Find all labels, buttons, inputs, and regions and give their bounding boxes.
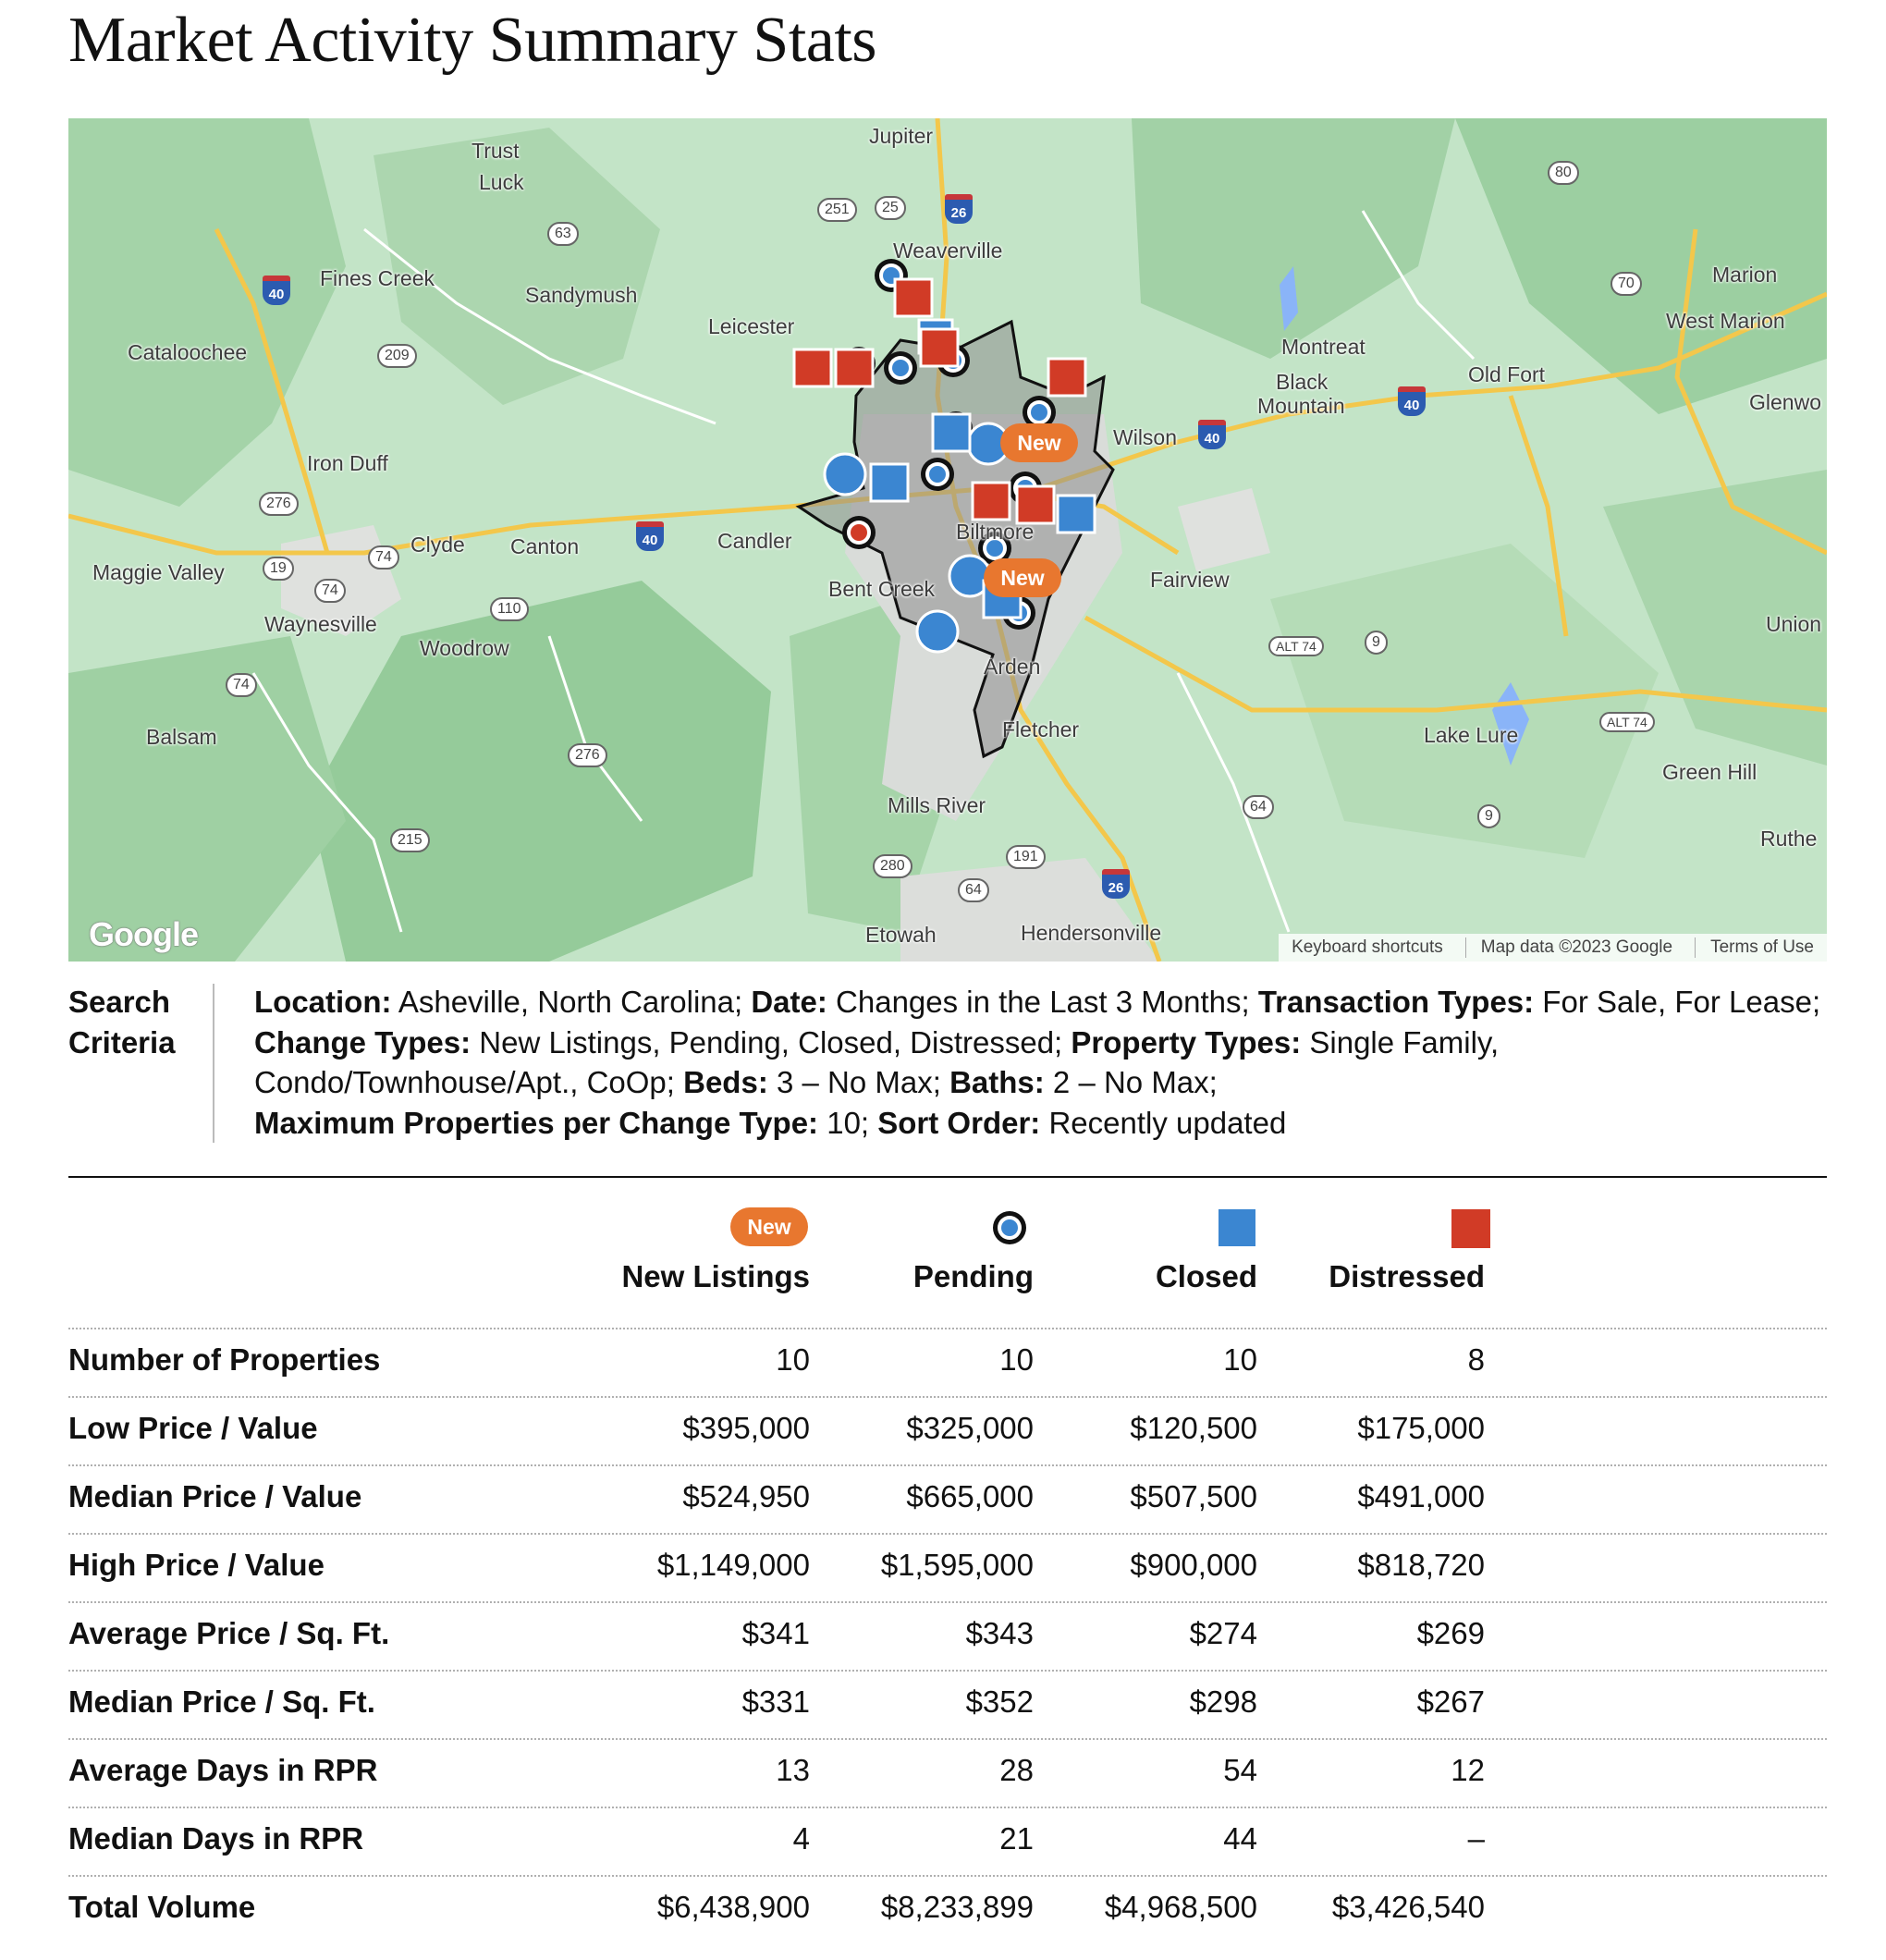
route-shield: 209 [377, 344, 417, 368]
route-shield: 64 [1243, 795, 1274, 819]
route-shield: 80 [1548, 161, 1579, 185]
map-label: Fairview [1150, 568, 1230, 592]
route-shield: 19 [263, 557, 294, 581]
map-label: Sandymush [525, 283, 638, 307]
row-label: Low Price / Value [68, 1411, 318, 1445]
table-cell: $818,720 [1357, 1548, 1485, 1582]
alt-route-shield: ALT 74 [1268, 636, 1324, 656]
map-attribution [1279, 934, 1827, 962]
row-label: Median Price / Sq. Ft. [68, 1684, 375, 1719]
criteria-value: New Listings, Pending, Closed, Distressed; [471, 1024, 1072, 1060]
row-divider [68, 1464, 1827, 1466]
criteria-value: 3 – No Max; [767, 1065, 950, 1099]
new-listing-marker[interactable]: New [1000, 423, 1078, 462]
route-shield: 63 [547, 222, 579, 246]
route-shield: 251 [817, 198, 857, 222]
criteria-value: 2 – No Max; [1044, 1065, 1218, 1099]
map-label: Woodrow [420, 636, 509, 660]
map-label: West Marion [1666, 309, 1785, 333]
table-cell: $352 [965, 1684, 1034, 1719]
terms-of-use-link[interactable]: Terms of Use [1695, 937, 1814, 958]
table-cell: $524,950 [682, 1479, 810, 1513]
map-label: Old Fort [1468, 362, 1546, 386]
map-label: Black [1276, 370, 1329, 394]
criteria-key: Beds: [683, 1065, 768, 1099]
route-shield: 9 [1477, 804, 1500, 828]
row-label: Median Days in RPR [68, 1821, 364, 1856]
column-header-pending: Pending [912, 1259, 1034, 1293]
table-cell: 21 [999, 1821, 1034, 1856]
interstate-shield: 40 [1198, 420, 1226, 449]
table-cell: 54 [1223, 1753, 1257, 1787]
criteria-key: Property Types: [1071, 1024, 1302, 1060]
table-cell: 8 [1467, 1342, 1485, 1377]
table-cell: $4,968,500 [1104, 1890, 1257, 1924]
row-divider [68, 1328, 1827, 1329]
route-shield: 280 [873, 854, 912, 878]
criteria-key: Baths: [949, 1065, 1045, 1099]
criteria-key: Transaction Types: [1257, 985, 1535, 1019]
interstate-shield: 26 [1102, 869, 1130, 899]
column-header-distressed: Distressed [1329, 1259, 1485, 1293]
pending-legend-icon [993, 1211, 1026, 1244]
closed-legend-icon [1219, 1209, 1255, 1246]
table-cell: 28 [999, 1753, 1034, 1787]
table-cell: 12 [1451, 1753, 1485, 1787]
google-logo: Google [89, 915, 198, 953]
table-cell: $507,500 [1130, 1479, 1257, 1513]
map-label: Canton [510, 534, 580, 558]
route-shield: 70 [1610, 272, 1642, 296]
route-shield: 74 [314, 579, 346, 603]
criteria-value: Asheville, North Carolina; [391, 985, 752, 1019]
table-cell: $274 [1189, 1616, 1257, 1650]
table-cell: $900,000 [1130, 1548, 1257, 1582]
table-cell: $331 [741, 1684, 810, 1719]
table-cell: 44 [1223, 1821, 1257, 1856]
map-label: Mountain [1257, 394, 1345, 418]
route-shield: 110 [490, 597, 529, 621]
table-cell: $269 [1416, 1616, 1485, 1650]
map-label: Maggie Valley [92, 560, 225, 584]
route-shield: 9 [1365, 631, 1388, 655]
map-label: Fines Creek [320, 266, 435, 290]
map-label: Hendersonville [1021, 921, 1162, 945]
column-header-new-listings: New Listings [621, 1259, 810, 1293]
map-label: Cataloochee [128, 340, 248, 364]
route-shield: 215 [390, 828, 430, 852]
map-label: Green Hill [1662, 760, 1757, 784]
map-label: Etowah [865, 923, 937, 947]
row-label: Average Days in RPR [68, 1753, 378, 1787]
route-shield: 191 [1006, 845, 1046, 869]
map-label: Wilson [1113, 425, 1178, 449]
criteria-key: Date: [751, 985, 827, 1019]
map-label: Iron Duff [307, 451, 388, 475]
row-label: Median Price / Value [68, 1479, 362, 1513]
row-divider [68, 1875, 1827, 1877]
alt-route-shield: ALT 74 [1599, 712, 1655, 732]
map-label: Lake Lure [1424, 723, 1519, 747]
row-divider [68, 1601, 1827, 1603]
map-label: Candler [717, 529, 792, 553]
map-label: Mills River [888, 793, 986, 817]
table-cell: $298 [1189, 1684, 1257, 1719]
table-cell: 10 [999, 1342, 1034, 1377]
table-cell: $120,500 [1130, 1411, 1257, 1445]
route-shield: 25 [875, 196, 906, 220]
table-cell: $8,233,899 [880, 1890, 1034, 1924]
map-label: Fletcher [1002, 717, 1080, 741]
table-cell: $6,438,900 [656, 1890, 810, 1924]
criteria-heading-line: Search [68, 985, 171, 1019]
row-divider [68, 1738, 1827, 1740]
table-cell: – [1467, 1821, 1485, 1856]
map-label: Biltmore [956, 520, 1035, 544]
map-label: Marion [1712, 263, 1778, 287]
criteria-heading-line: Criteria [68, 1025, 176, 1060]
route-shield: 276 [259, 492, 299, 516]
map-label: Trust [472, 139, 520, 163]
criteria-value: 10; [818, 1105, 878, 1140]
table-cell: $1,149,000 [656, 1548, 810, 1582]
keyboard-shortcuts-link[interactable]: Keyboard shortcuts [1292, 937, 1443, 957]
map-label: Luck [479, 170, 524, 194]
map-label: Arden [984, 655, 1041, 679]
interstate-shield: 40 [1398, 386, 1426, 416]
map-label: Leicester [708, 314, 795, 338]
map-label: Bent Creek [828, 577, 936, 601]
route-shield: 276 [568, 743, 607, 767]
map-view[interactable] [68, 118, 1827, 962]
map-label: Jupiter [869, 124, 934, 148]
section-divider [68, 1176, 1827, 1178]
criteria-value: Single Family, Condo/Townhouse/Apt., CoOp; [254, 1024, 1500, 1099]
row-divider [68, 1807, 1827, 1808]
table-cell: 4 [792, 1821, 810, 1856]
table-cell: $267 [1416, 1684, 1485, 1719]
table-cell: $325,000 [906, 1411, 1034, 1445]
map-label: Ruthe [1760, 827, 1818, 851]
criteria-value: For Sale, For Lease; [1534, 985, 1821, 1019]
table-cell: $343 [965, 1616, 1034, 1650]
route-shield: 74 [226, 673, 257, 697]
criteria-value: Recently updated [1040, 1105, 1287, 1140]
table-cell: 10 [1223, 1342, 1257, 1377]
table-cell: $175,000 [1357, 1411, 1485, 1445]
search-criteria-text [254, 982, 1826, 1143]
search-criteria-heading [68, 982, 207, 1063]
new-listing-legend-icon: New [730, 1207, 808, 1246]
table-cell: $395,000 [682, 1411, 810, 1445]
route-shield: 74 [368, 545, 399, 570]
row-label: High Price / Value [68, 1548, 325, 1582]
table-cell: $341 [741, 1616, 810, 1650]
row-label: Total Volume [68, 1890, 256, 1924]
distressed-legend-icon [1451, 1209, 1490, 1248]
interstate-shield: 40 [636, 521, 664, 551]
row-divider [68, 1670, 1827, 1672]
row-divider [68, 1396, 1827, 1398]
map-label: Clyde [410, 533, 465, 557]
page-title: Market Activity Summary Stats [68, 5, 877, 76]
map-label: Weaverville [893, 239, 1003, 263]
row-label: Average Price / Sq. Ft. [68, 1616, 390, 1650]
interstate-shield: 26 [945, 194, 973, 224]
map-label: Union [1766, 612, 1822, 636]
map-label: Balsam [146, 725, 217, 749]
map-data-credit: Map data ©2023 Google [1465, 937, 1672, 958]
table-cell: $3,426,540 [1331, 1890, 1485, 1924]
table-cell: 13 [776, 1753, 810, 1787]
table-cell: 10 [776, 1342, 810, 1377]
map-label: Waynesville [264, 612, 377, 636]
interstate-shield: 40 [263, 276, 290, 305]
criteria-key: Maximum Properties per Change Type: [254, 1105, 819, 1140]
table-cell: $665,000 [906, 1479, 1034, 1513]
criteria-key: Location: [254, 985, 392, 1019]
criteria-key: Sort Order: [877, 1105, 1041, 1140]
new-listing-marker[interactable]: New [984, 558, 1061, 597]
row-label: Number of Properties [68, 1342, 381, 1377]
criteria-value: Changes in the Last 3 Months; [827, 985, 1258, 1019]
column-header-closed: Closed [1155, 1259, 1257, 1293]
table-cell: $491,000 [1357, 1479, 1485, 1513]
route-shield: 64 [958, 878, 989, 902]
map-label: Montreat [1281, 335, 1366, 359]
row-divider [68, 1533, 1827, 1535]
table-cell: $1,595,000 [880, 1548, 1034, 1582]
criteria-key: Change Types: [254, 1024, 472, 1060]
map-label: Glenwo [1749, 390, 1821, 414]
criteria-divider [213, 984, 214, 1143]
